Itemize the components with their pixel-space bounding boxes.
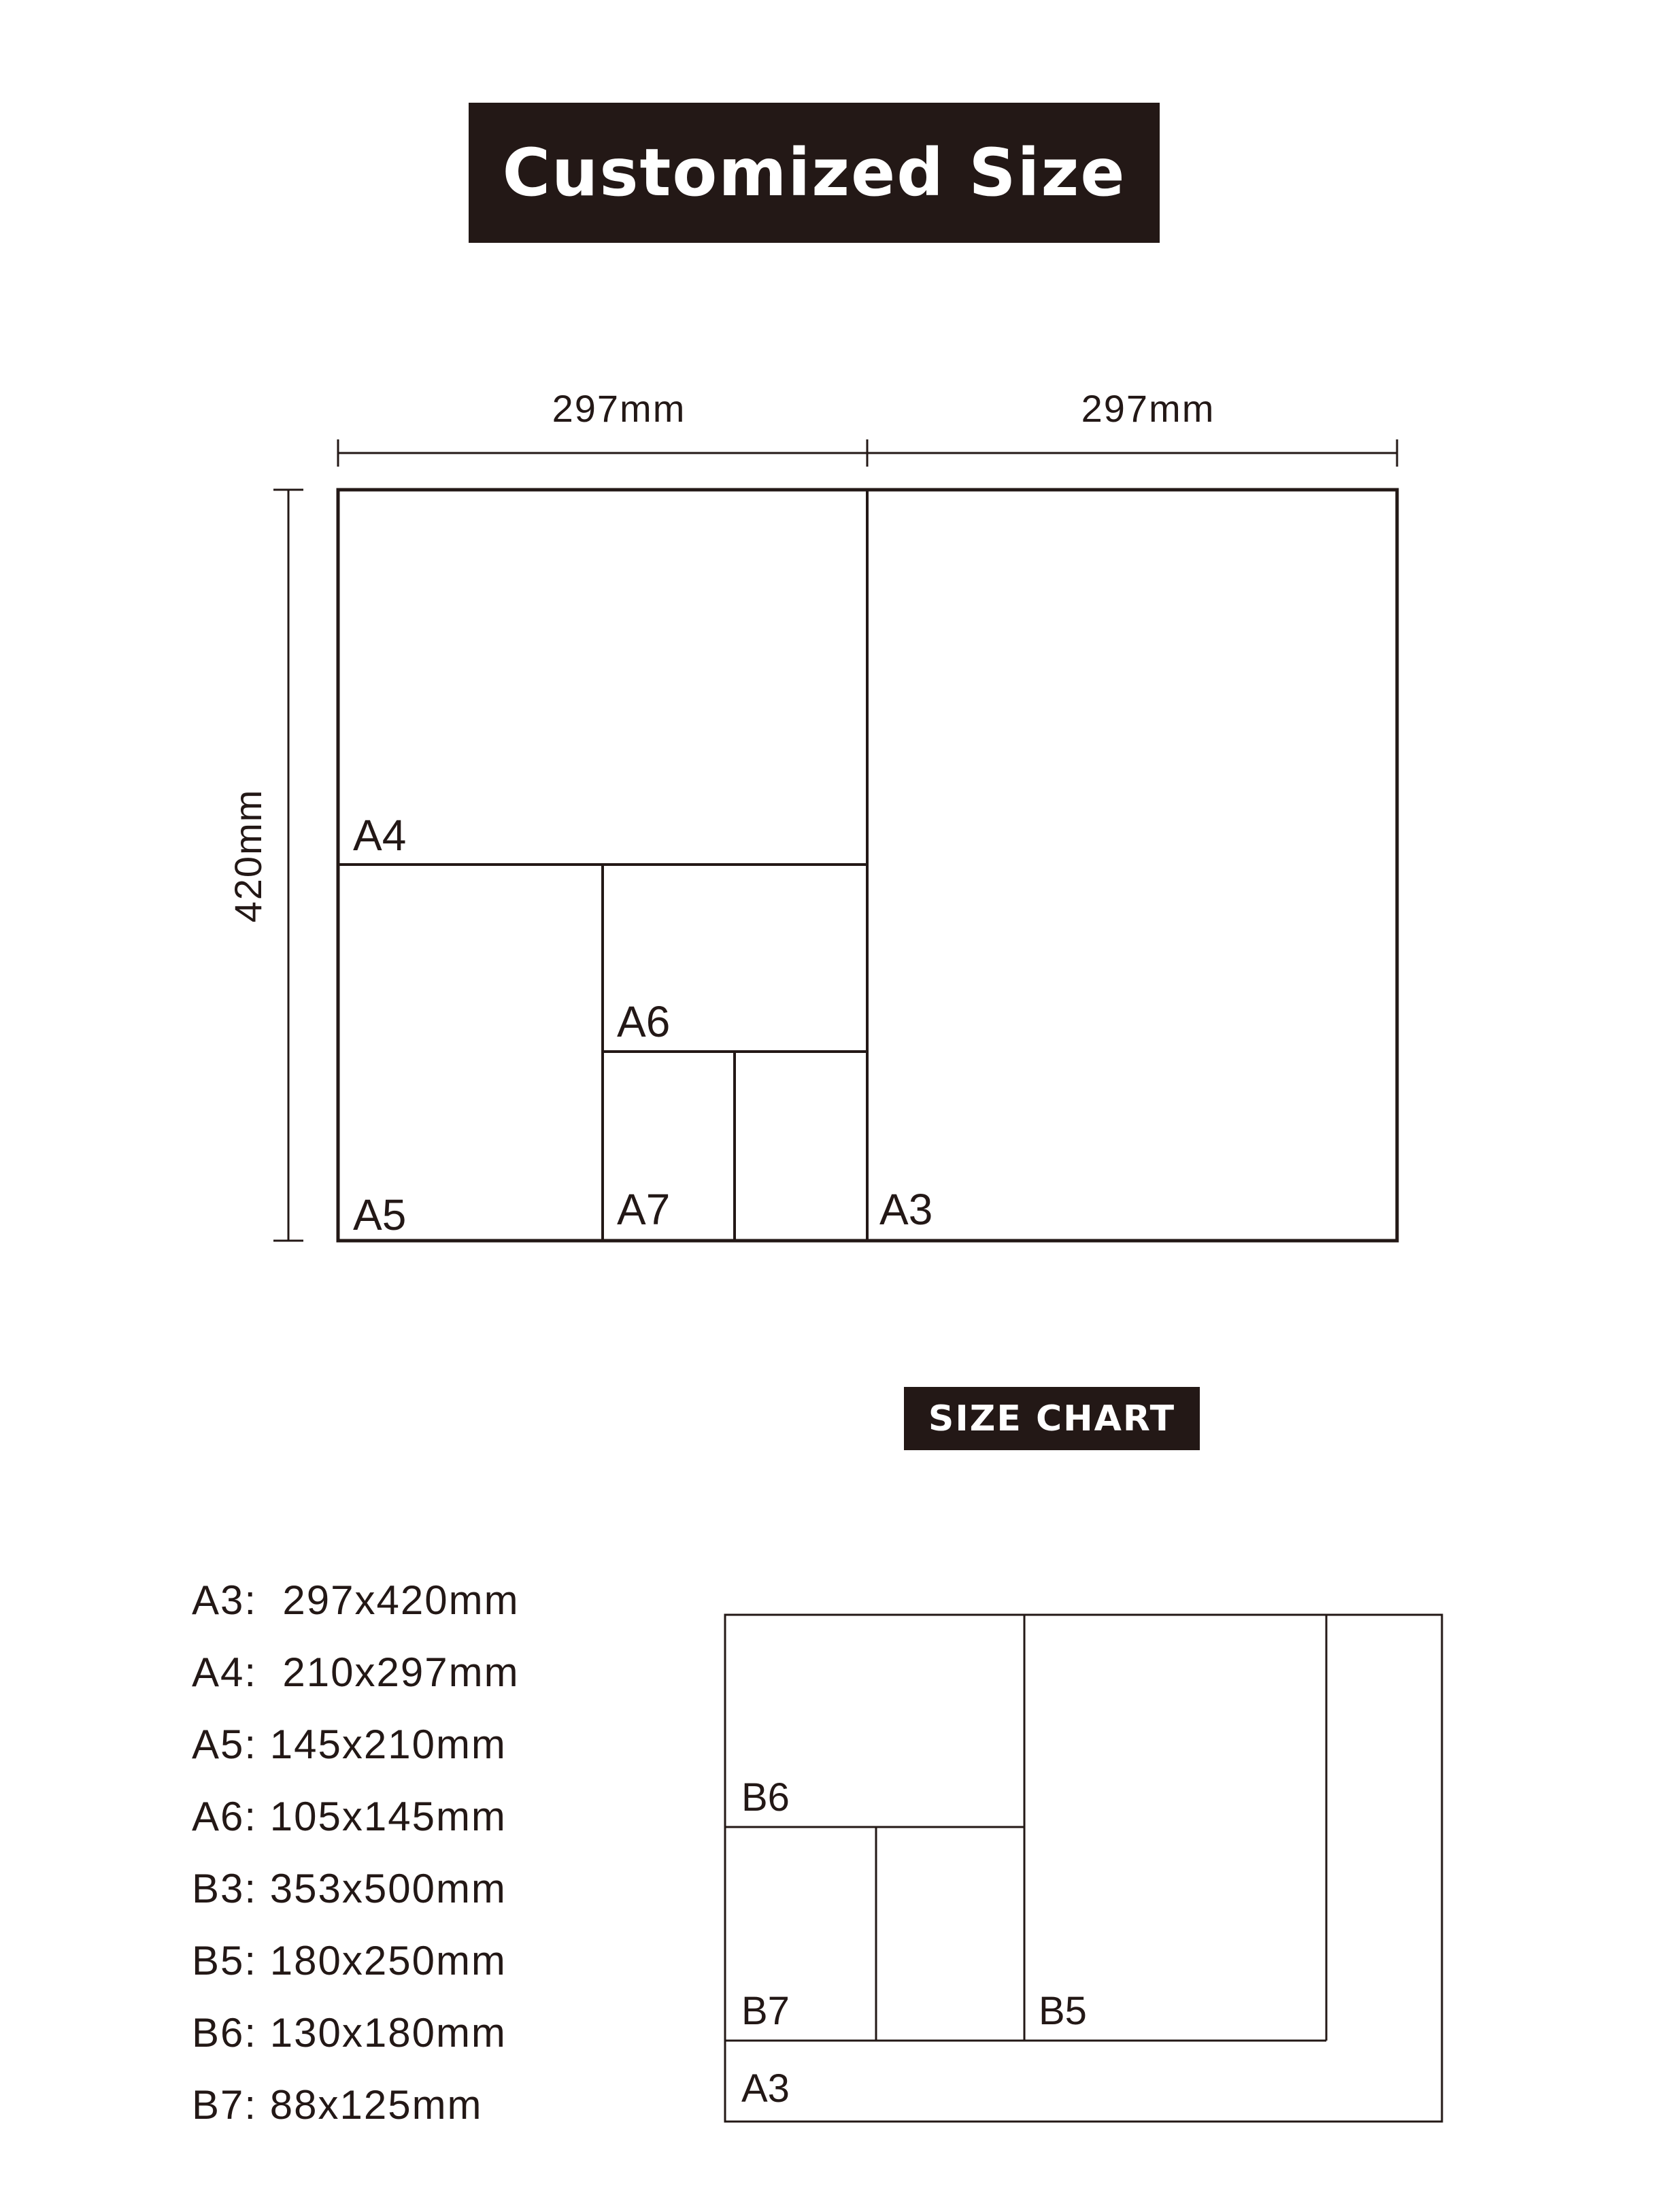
- side-dimension-label: 420mm: [226, 788, 269, 923]
- spec-b6: B6: 130x180mm: [192, 2010, 507, 2056]
- label-a6: A6: [617, 997, 671, 1046]
- spec-a4: A4: 210x297mm: [192, 1649, 520, 1695]
- top-dimension-right-label: 297mm: [1081, 387, 1215, 430]
- b-diagram-outer-frame: [725, 1615, 1442, 2122]
- spec-b5: B5: 180x250mm: [192, 1938, 507, 1983]
- top-dimension-left-label: 297mm: [552, 387, 686, 430]
- label-a5: A5: [353, 1190, 407, 1239]
- spec-a5: A5: 145x210mm: [192, 1722, 507, 1767]
- size-spec-list: [192, 1564, 520, 2141]
- label-a7: A7: [617, 1185, 671, 1234]
- page-title: Customized Size: [502, 135, 1126, 211]
- label-b5: B5: [1039, 1989, 1087, 2033]
- label-b-a3: A3: [741, 2066, 790, 2111]
- size-chart-title: SIZE CHART: [928, 1398, 1176, 1439]
- label-a4: A4: [353, 811, 407, 860]
- b-series-diagram: [725, 1615, 1442, 2122]
- label-b6: B6: [741, 1775, 790, 1820]
- spec-a3: A3: 297x420mm: [192, 1577, 520, 1623]
- spec-b7: B7: 88x125mm: [192, 2082, 483, 2128]
- spec-b3: B3: 353x500mm: [192, 1866, 507, 1911]
- size-chart-badge: [904, 1387, 1200, 1450]
- label-b7: B7: [741, 1989, 790, 2033]
- spec-a6: A6: 105x145mm: [192, 1794, 507, 1839]
- label-a3: A3: [879, 1185, 933, 1234]
